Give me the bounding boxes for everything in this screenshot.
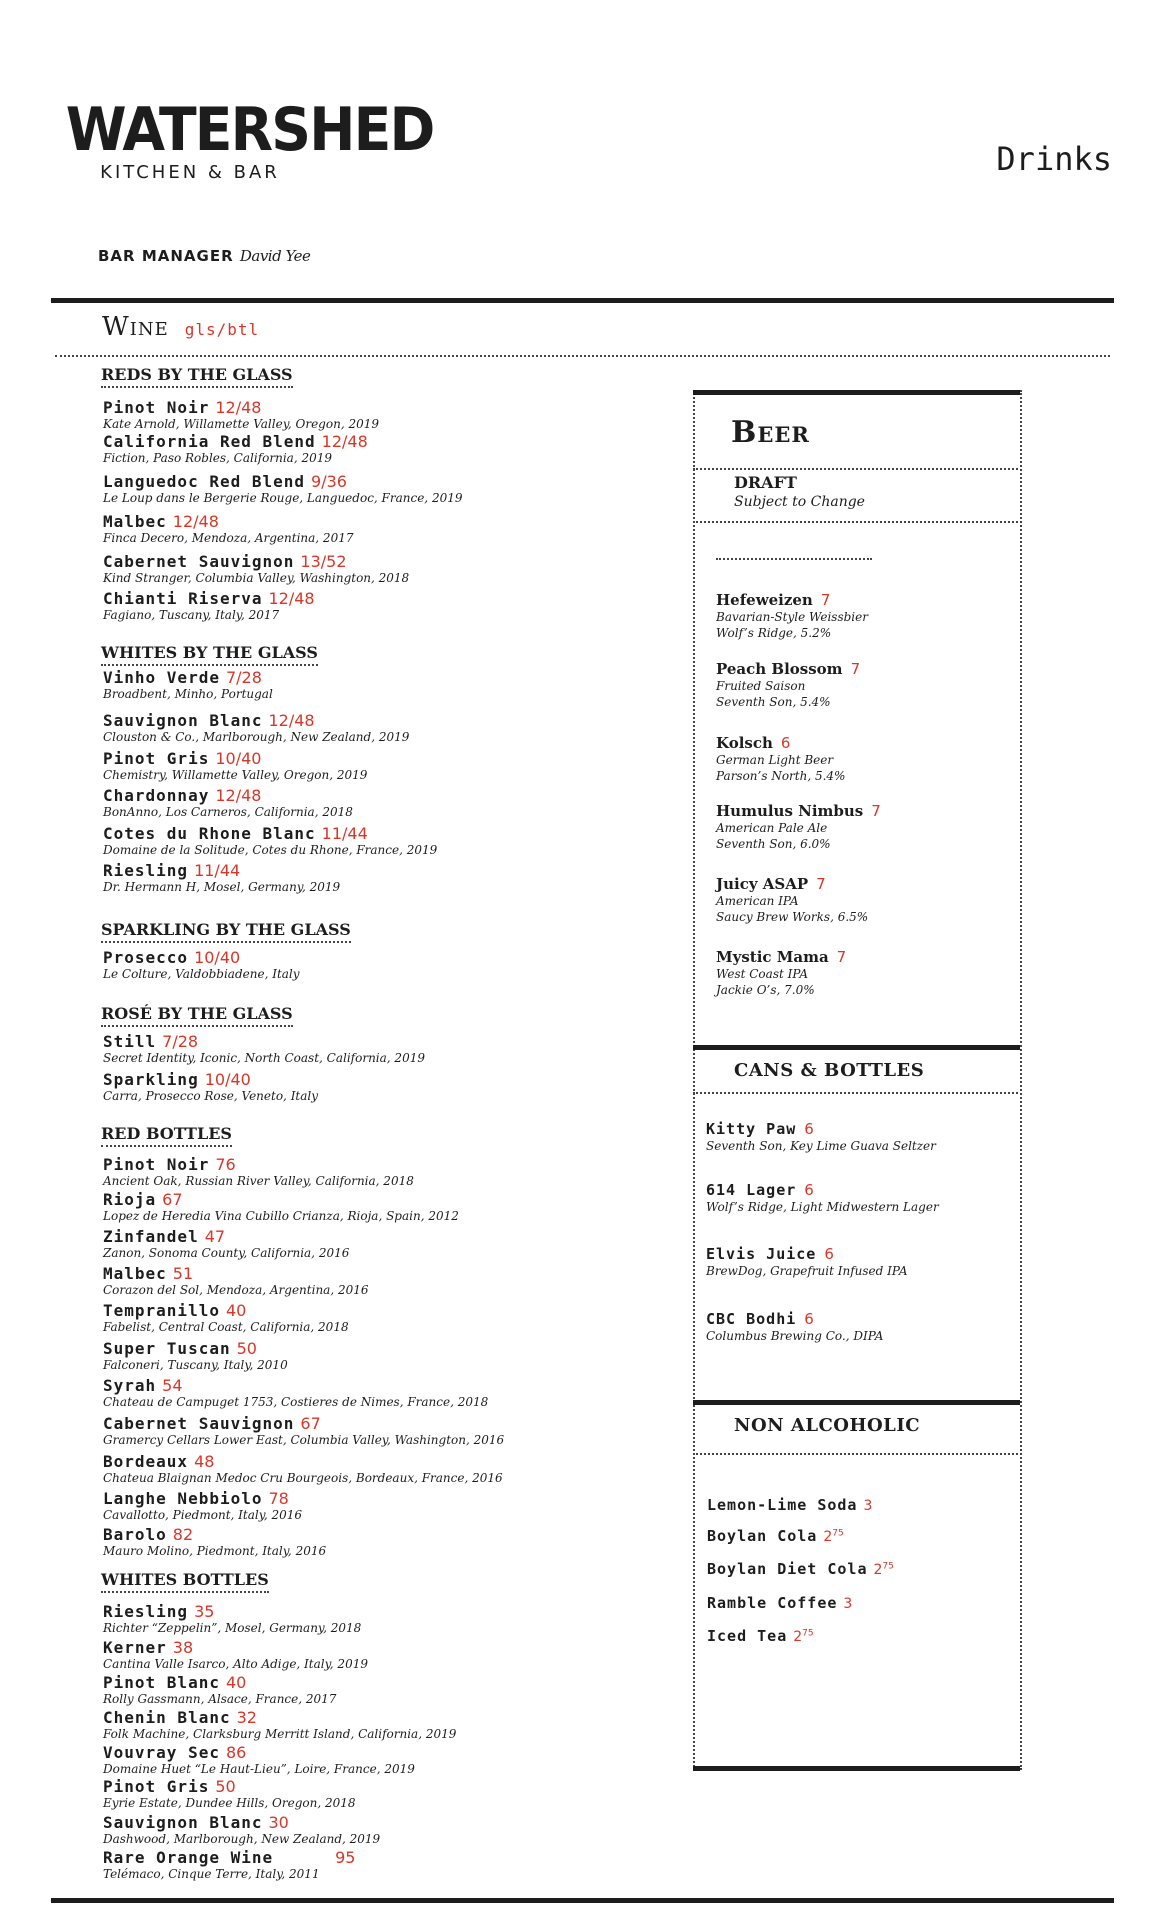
draft-list-divider [716,558,872,560]
wine-item [103,1155,414,1189]
item-price: 82 [172,1525,194,1544]
wine-item [103,512,353,546]
beer-brewer: Seventh Son, 6.0% [716,837,831,851]
manager-name: David Yee [239,247,311,265]
item-desc: Corazon del Sol, Mendoza, Argentina, 2016 [103,1283,369,1297]
section-heading: SPARKLING BY THE GLASS [101,920,351,943]
page-title: Drinks [996,140,1112,178]
cans-title: CANS & BOTTLES [734,1060,925,1081]
na-price-cents: 75 [832,1528,844,1539]
can-desc: Columbus Brewing Co., DIPA [706,1329,884,1343]
beer-item [716,659,860,710]
item-name: Tempranillo [103,1301,220,1320]
item-name: Cotes du Rhone Blanc [103,824,316,843]
wine-subtitle: gls/btl [184,320,260,339]
beer-price: 7 [816,875,826,893]
item-name: Malbec [103,1264,167,1283]
wine-title [102,312,259,342]
na-name: Boylan Diet Cola [707,1560,868,1578]
na-title: NON ALCOHOLIC [734,1415,921,1436]
can-name: Kitty Paw [706,1120,797,1138]
item-desc: Le Colture, Valdobbiadene, Italy [103,967,300,981]
item-price: 95 [335,1848,356,1867]
item-name: Chardonnay [103,786,210,805]
beer-box-top-rule [693,390,1020,395]
item-name: Prosecco [103,948,189,967]
item-price: 10/40 [194,948,241,967]
item-name: Cabernet Sauvignon [103,1414,295,1433]
na-name: Boylan Cola [707,1527,818,1545]
na-top-rule [693,1400,1020,1405]
item-desc: Kind Stranger, Columbia Valley, Washington, 2018 [103,571,410,585]
item-price: 54 [162,1376,183,1395]
item-name: Super Tuscan [103,1339,231,1358]
can-item [706,1119,936,1154]
wine-item [103,1525,326,1559]
beer-brewer: Jackie O’s, 7.0% [716,983,815,997]
wine-item [103,1032,425,1066]
item-desc: Dr. Hermann H, Mosel, Germany, 2019 [103,880,341,894]
wine-item [103,749,367,783]
na-divider [693,1453,1018,1455]
wine-item [103,1489,302,1523]
item-name: Languedoc Red Blend [103,472,306,491]
item-desc: Gramercy Cellars Lower East, Columbia Valley, Washington, 2016 [103,1433,505,1447]
beer-name: Kolsch [716,734,773,752]
item-desc: BonAnno, Los Carneros, California, 2018 [103,805,353,819]
section-heading: WHITES BY THE GLASS [101,643,318,666]
draft-divider [693,521,1018,523]
beer-price: 7 [871,802,881,820]
wine-item [103,472,462,506]
na-name: Ramble Coffee [707,1594,838,1612]
item-desc: Clouston & Co., Marlborough, New Zealand, 2019 [103,730,410,744]
beer-style: West Coast IPA [716,967,808,981]
item-desc: Ancient Oak, Russian River Valley, California, 2018 [103,1174,414,1188]
cans-divider [693,1092,1018,1094]
wine-item [103,1813,380,1847]
beer-price: 7 [820,591,831,609]
item-name: Langhe Nebbiolo [103,1489,263,1508]
item-name: Pinot Noir [103,1155,210,1174]
item-price: 32 [236,1708,257,1727]
wine-item [103,1708,456,1742]
item-desc: Carra, Prosecco Rose, Veneto, Italy [103,1089,319,1103]
item-price: 12/48 [321,432,368,451]
beer-item [716,801,881,852]
can-item [706,1309,883,1344]
item-name: Zinfandel [103,1227,199,1246]
beer-brewer: Seventh Son, 5.4% [716,695,831,709]
item-desc: Zanon, Sonoma County, California, 2016 [103,1246,350,1260]
wine-item [103,398,379,432]
can-item [706,1180,939,1215]
item-name: Kerner [103,1638,167,1657]
na-price-dollars: 2 [823,1529,833,1545]
wine-item [103,1227,349,1261]
can-price: 6 [804,1120,814,1138]
na-price [793,1629,813,1645]
item-price: 48 [194,1452,215,1471]
can-price: 6 [824,1245,834,1263]
item-name: Rare Orange Wine [103,1848,274,1867]
item-price: 12/48 [268,711,315,730]
section-heading: WHITES BOTTLES [101,1570,269,1593]
wine-item [103,711,409,745]
cans-top-rule [693,1045,1020,1050]
item-name: Sauvignon Blanc [103,1813,263,1832]
item-price: 76 [215,1155,236,1174]
item-name: Malbec [103,512,167,531]
item-desc: Telémaco, Cinque Terre, Italy, 2011 [103,1867,320,1881]
bar-manager [98,247,310,265]
item-name: California Red Blend [103,432,316,451]
section-heading: REDS BY THE GLASS [101,365,293,388]
item-price: 13/52 [300,552,347,571]
wine-item [103,432,368,466]
item-price: 12/48 [172,512,219,531]
item-price: 50 [215,1777,236,1796]
beer-title: Beer [731,415,810,450]
can-name: CBC Bodhi [706,1310,797,1328]
can-name: 614 Lager [706,1181,797,1199]
beer-name: Hefeweizen [716,591,813,609]
wine-item [103,1452,503,1486]
item-name: Vouvray Sec [103,1743,220,1762]
beer-item [716,733,845,784]
item-desc: Falconeri, Tuscany, Italy, 2010 [103,1358,288,1372]
na-price-dollars: 2 [873,1562,883,1578]
beer-name: Peach Blossom [716,660,843,678]
item-price: 30 [268,1813,289,1832]
beer-divider [693,468,1018,470]
na-name: Lemon-Lime Soda [707,1496,858,1514]
wine-item [103,948,300,982]
wine-item [103,1190,459,1224]
beer-brewer: Parson’s North, 5.4% [716,769,846,783]
na-item [707,1593,852,1612]
wine-item [103,1673,336,1707]
item-desc: Chemistry, Willamette Valley, Oregon, 2019 [103,768,368,782]
item-name: Riesling [103,1602,189,1621]
item-name: Chianti Riserva [103,589,263,608]
na-item [707,1626,814,1645]
na-item [707,1526,844,1545]
wine-item [103,1602,361,1636]
wine-item [103,552,409,586]
item-price: 67 [300,1414,321,1433]
na-price: 3 [843,1596,853,1612]
beer-style: American IPA [716,894,799,908]
item-price: 47 [204,1227,226,1246]
item-desc: Cantina Valle Isarco, Alto Adige, Italy, 2019 [103,1657,368,1671]
item-name: Vinho Verde [103,668,220,687]
item-price: 86 [225,1743,247,1762]
wine-item [103,786,353,820]
item-name: Riesling [103,861,189,880]
manager-label: BAR MANAGER [98,247,234,265]
wine-item [103,1414,504,1448]
item-desc: Eyrie Estate, Dundee Hills, Oregon, 2018 [103,1796,356,1810]
item-price: 7/28 [162,1032,199,1051]
item-name: Sauvignon Blanc [103,711,263,730]
item-desc: Richter “Zeppelin”, Mosel, Germany, 2018 [103,1621,362,1635]
beer-style: German Light Beer [716,753,834,767]
item-price: 10/40 [204,1070,251,1089]
item-price: 40 [225,1301,247,1320]
item-desc: Cavallotto, Piedmont, Italy, 2016 [103,1508,303,1522]
beer-style: Bavarian-Style Weissbier [716,610,868,624]
can-name: Elvis Juice [706,1245,817,1263]
item-desc: Domaine Huet “Le Haut-Lieu”, Loire, France, 2019 [103,1762,415,1776]
beer-name: Juicy ASAP [716,875,809,893]
item-desc: Lopez de Heredia Vina Cubillo Crianza, Rioja, Spain, 2012 [103,1209,459,1223]
wine-item [103,1376,488,1410]
item-price: 7/28 [225,668,262,687]
section-heading: ROSÉ BY THE GLASS [101,1004,293,1027]
beer-style: American Pale Ale [716,821,828,835]
item-price: 11/44 [194,861,241,880]
can-desc: BrewDog, Grapefruit Infused IPA [706,1264,908,1278]
beer-name: Mystic Mama [716,948,829,966]
item-desc: Fabelist, Central Coast, California, 2018 [103,1320,349,1334]
beer-price: 6 [780,734,791,752]
beer-item [716,947,846,998]
item-desc: Kate Arnold, Willamette Valley, Oregon, 2019 [103,417,379,431]
wine-item [103,1339,288,1373]
box-bottom-rule [693,1766,1020,1771]
item-name: Bordeaux [103,1452,189,1471]
item-name: Pinot Noir [103,398,210,417]
wine-item [103,1070,318,1104]
top-rule [51,298,1114,303]
item-price: 10/40 [215,749,262,768]
can-price: 6 [804,1181,814,1199]
item-name: Sparkling [103,1070,199,1089]
beer-item [716,590,868,641]
section-heading: RED BOTTLES [101,1124,232,1147]
item-desc: Finca Decero, Mendoza, Argentina, 2017 [103,531,354,545]
item-name: Pinot Gris [103,749,210,768]
wine-item [103,861,340,895]
item-desc: Domaine de la Solitude, Cotes du Rhone, France, 2019 [103,843,438,857]
na-price [874,1562,894,1578]
item-name: Chenin Blanc [103,1708,231,1727]
item-name: Pinot Blanc [103,1673,220,1692]
item-desc: Le Loup dans le Bergerie Rouge, Languedoc, France, 2019 [103,491,463,505]
na-item [707,1559,894,1578]
item-desc: Folk Machine, Clarksburg Merritt Island, California, 2019 [103,1727,457,1741]
item-price: 12/48 [215,398,262,417]
item-desc: Rolly Gassmann, Alsace, France, 2017 [103,1692,337,1706]
beer-name: Humulus Nimbus [716,802,864,820]
item-name: Pinot Gris [103,1777,210,1796]
logo-main: WATERSHED [65,95,434,165]
item-price: 40 [225,1673,247,1692]
draft-note: Subject to Change [734,494,865,510]
draft-label: DRAFT [734,473,797,492]
item-price: 38 [172,1638,194,1657]
beer-brewer: Saucy Brew Works, 6.5% [716,910,869,924]
item-desc: Dashwood, Marlborough, New Zealand, 2019 [103,1832,381,1846]
item-desc: Fiction, Paso Robles, California, 2019 [103,451,332,465]
beer-style: Fruited Saison [716,679,806,693]
item-desc: Fagiano, Tuscany, Italy, 2017 [103,608,280,622]
logo [55,95,434,183]
item-desc: Broadbent, Minho, Portugal [103,687,273,701]
na-name: Iced Tea [707,1627,788,1645]
item-price: 11/44 [321,824,368,843]
can-desc: Seventh Son, Key Lime Guava Seltzer [706,1139,936,1153]
item-price: 12/48 [268,589,315,608]
wine-title-text: Wine [102,312,169,342]
item-price: 78 [268,1489,289,1508]
can-item [706,1244,908,1279]
item-price: 67 [162,1190,183,1209]
item-price: 51 [172,1264,194,1283]
item-name: Syrah [103,1376,157,1395]
item-desc: Secret Identity, Iconic, North Coast, California, 2019 [103,1051,425,1065]
wine-item [103,668,273,702]
logo-sub: KITCHEN & BAR [100,162,280,183]
beer-price: 7 [836,948,847,966]
wine-item [103,589,315,623]
wine-item [103,1264,369,1298]
item-desc: Mauro Molino, Piedmont, Italy, 2016 [103,1544,327,1558]
beer-brewer: Wolf’s Ridge, 5.2% [716,626,832,640]
item-price: 35 [194,1602,215,1621]
wine-item [103,1301,349,1335]
wine-item [103,824,437,858]
item-name: Cabernet Sauvignon [103,552,295,571]
na-price-cents: 75 [882,1561,894,1572]
item-price: 12/48 [215,786,262,805]
wine-item [103,1777,356,1811]
wine-item [103,1848,355,1882]
can-price: 6 [804,1310,814,1328]
item-name: Rioja [103,1190,157,1209]
item-name: Still [103,1032,157,1051]
item-name: Barolo [103,1525,167,1544]
item-price: 9/36 [311,472,347,491]
beer-price: 7 [850,660,861,678]
item-desc: Chateua Blaignan Medoc Cru Bourgeois, Bordeaux, France, 2016 [103,1471,503,1485]
item-price: 50 [236,1339,257,1358]
beer-item [716,874,868,925]
item-desc: Chateau de Campuget 1753, Costieres de Nimes, France, 2018 [103,1395,489,1409]
wine-item [103,1638,368,1672]
na-item [707,1495,872,1514]
na-price-dollars: 2 [793,1629,803,1645]
can-desc: Wolf’s Ridge, Light Midwestern Lager [706,1200,939,1214]
na-price-cents: 75 [802,1628,814,1639]
bottom-rule [51,1898,1114,1903]
na-price [823,1529,843,1545]
wine-divider [55,355,1110,357]
na-price: 3 [863,1498,873,1514]
wine-item [103,1743,415,1777]
